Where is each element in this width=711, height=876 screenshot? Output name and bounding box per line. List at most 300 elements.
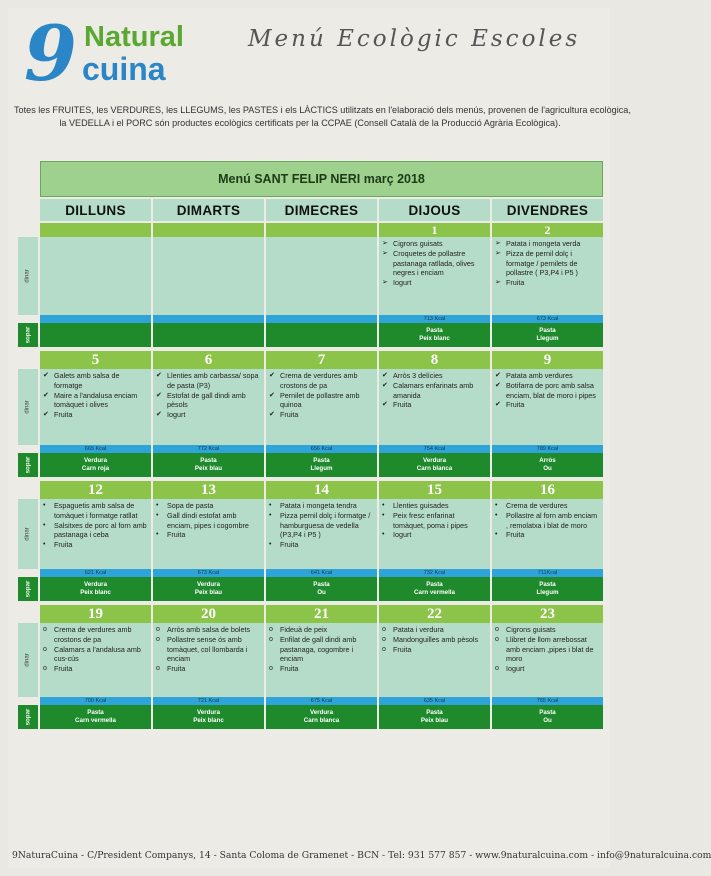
day-number: 5 [40,351,151,369]
dish-item [43,391,148,411]
svg-text:cuina: cuina [82,51,166,87]
day-header-dimecres: DIMECRES [266,199,377,221]
dish-item [495,664,600,674]
bullet-icon: o [269,626,273,633]
dish-item [382,400,487,410]
sopar-line: Peix blanc [419,335,450,342]
kcal-value: 621 Kcal [40,569,151,577]
dish-item [43,664,148,674]
dinar-cell [379,499,490,569]
bullet-icon: • [382,511,385,519]
dish-text: Patata i mongeta verda [506,239,581,248]
sopar-line: Ou [543,465,552,472]
day-number: 7 [266,351,377,369]
sopar-line: Peix blau [194,589,223,596]
bullet-icon: o [156,665,160,673]
bullet-icon: • [156,502,159,509]
sopar-line: Pasta [87,709,104,716]
day-number: 14 [266,481,377,499]
bullet-icon: o [495,665,499,673]
sopar-label-text: sopar [23,456,31,474]
bullet-icon: ✔ [269,372,275,379]
dish-text: Pollastre sense ós amb tomàquet, col llombarda i enciam [167,634,248,664]
kcal-value [40,315,151,323]
dinar-cell [40,369,151,445]
day-header-divendres: DIVENDRES [492,199,603,221]
bullet-icon: o [43,645,47,653]
dish-item [43,410,148,420]
dinar-label-text: dinar [25,400,31,414]
week-spacer [18,481,38,499]
sopar-line: Peix blanc [80,589,111,596]
kcal-value: 711Kcal [492,569,603,577]
bullet-icon: ✔ [382,381,388,389]
dinar-cell [492,623,603,697]
bullet-icon: ✔ [495,372,501,379]
day-number: 20 [153,605,264,623]
dish-text: Fruita [167,664,186,674]
bullet-icon: • [269,541,272,549]
bullet-icon: • [43,541,46,549]
dish-item [269,511,374,540]
dish-text: Salsitxes de porc al forn amb pastanaga i ceba [54,520,147,540]
bullet-icon: • [156,511,159,519]
dinar-label-text: dinar [25,653,31,667]
sopar-cell [266,323,377,347]
dish-item [382,530,487,540]
dish-text: Fruita [393,644,412,654]
bullet-icon: ✔ [382,372,388,379]
dish-text: Patata amb verdures [506,371,573,380]
sopar-cell [40,323,151,347]
sopar-line: Peix blau [194,465,223,472]
dish-item [156,410,261,420]
dish-item [43,625,148,645]
footer-contact: 9NaturaCuina - C/President Companys, 14 - Santa Coloma de Gramenet - BCN - Tel: 931 577 857 - www.9naturalcuina.com - info@9naturalcuina.com [12,850,711,861]
day-number [40,223,151,237]
dinar-label [18,369,38,445]
dish-item [495,249,600,278]
dish-item [156,501,261,511]
bullet-icon: ✔ [269,391,275,399]
dinar-cell [40,237,151,315]
day-number: 22 [379,605,490,623]
bullet-icon: o [495,626,499,633]
dish-text: Maire a l'andalusa enciam tomàquet i olives [54,390,138,410]
dish-text: Pernilet de pollastre amb quinoa [280,390,360,410]
dish-item [43,371,148,391]
bullet-icon: o [156,626,160,633]
dish-text: Fruita [54,540,73,550]
dinar-cell [153,623,264,697]
9naturalcuina-logo [22,9,232,98]
dinar-label [18,237,38,315]
sopar-cell [153,453,264,477]
dish-text: Arròs 3 delícies [393,371,443,380]
dinar-label [18,623,38,697]
dinar-cell [379,369,490,445]
sopar-cell [153,577,264,601]
dish-item [269,540,374,550]
dish-text: Calamars a l'andalusa amb cus-cús [54,644,141,664]
svg-text:Natural: Natural [84,21,184,53]
dish-text: Arròs amb salsa de bolets [167,625,251,634]
bullet-icon: ✔ [269,411,275,419]
dish-item [269,410,374,420]
sopar-label-text: sopar [23,708,31,726]
bullet-icon: • [43,521,46,529]
dinar-label [18,499,38,569]
dish-item [269,391,374,411]
sopar-line: Llegum [536,589,559,596]
kcal-value [153,315,264,323]
sopar-cell [379,323,490,347]
bullet-icon: o [382,645,386,653]
week-spacer [18,223,38,237]
dish-item [382,635,487,645]
week-spacer [18,351,38,369]
dish-text: Pizza de pernil dolç i formatge / pernilets de pollastre ( P3,P4 i P5 ) [506,248,578,278]
sopar-cell [379,705,490,729]
sopar-line: Verdura [196,709,221,716]
sopar-line: Ou [543,717,552,724]
week-spacer [18,605,38,623]
day-number: 6 [153,351,264,369]
dish-text: Calamars enfarinats amb amanida [393,380,474,400]
sopar-cell [492,323,603,347]
dish-item [156,625,261,635]
sopar-cell [40,705,151,729]
sopar-line: Verdura [196,581,221,588]
bullet-icon: ➢ [382,249,388,257]
bullet-icon: o [382,626,386,633]
bullet-icon: • [43,502,46,509]
bullet-icon: ✔ [43,411,49,419]
dish-item [269,501,374,511]
bullet-icon: ➢ [495,249,501,257]
dish-text: Enfilat de gall dindi amb pastanaga, cogombre i enciam [280,634,357,664]
bullet-icon: • [495,531,498,539]
bullet-icon: ✔ [43,372,49,379]
kcal-value: 713 Kcal [379,315,490,323]
sopar-cell [379,577,490,601]
dish-item [382,371,487,381]
dish-text: Crema de verdures [506,501,568,510]
bullet-icon: • [382,531,385,539]
dinar-cell [266,237,377,315]
bullet-icon: ✔ [495,401,501,409]
dinar-cell [40,623,151,697]
dish-text: Fruita [167,530,186,540]
bullet-icon: o [382,635,386,643]
bullet-icon: o [156,635,160,643]
sopar-label [18,453,38,477]
kcal-value: 635 Kcal [379,697,490,705]
dish-text: Fruita [280,410,299,420]
dish-item [495,635,600,664]
dish-item [43,645,148,665]
day-number: 16 [492,481,603,499]
sopar-line: Pasta [426,327,443,334]
kcal-value: 673 Kcal [153,569,264,577]
day-number: 21 [266,605,377,623]
dish-item [382,239,487,249]
sopar-line: Pasta [539,327,556,334]
sopar-line: Verdura [83,457,108,464]
sopar-cell [266,453,377,477]
dish-text: Cigrons guisats [506,625,556,634]
dinar-cell [153,237,264,315]
dish-item [156,664,261,674]
day-number: 9 [492,351,603,369]
dish-text: Iogurt [393,278,412,288]
dish-item [495,501,600,511]
bullet-icon: o [43,626,47,633]
sopar-line: Carn blanca [416,465,453,472]
sopar-cell [153,323,264,347]
kcal-value [266,315,377,323]
dish-item [156,635,261,664]
sopar-cell [153,705,264,729]
dish-text: Fruita [54,664,73,674]
bullet-icon: ✔ [156,391,162,399]
dish-item [495,625,600,635]
menu-grid [18,199,603,729]
dinar-cell [492,369,603,445]
dish-item [156,530,261,540]
dish-text: Pizza pernil dolç i formatge / hamburguesa de vedella (P3,P4 i P5 ) [280,510,371,540]
dish-item [269,635,374,664]
dish-text: Crema de verdures amb crostons de pa [280,371,358,390]
kcal-spacer [18,569,38,577]
sopar-line: Carn vermella [75,717,116,724]
bullet-icon: o [495,635,499,643]
bullet-icon: ➢ [382,240,388,247]
sopar-cell [266,577,377,601]
dish-item [382,501,487,511]
bullet-icon: ➢ [495,279,501,287]
sopar-line: Verdura [422,457,447,464]
sopar-label [18,577,38,601]
intro-line-2: la VEDELLA i el PORC són productes ecològics certificats per la CCPAE (Consell Català de la Producció Agrària Ecològica). [59,118,561,128]
day-number [153,223,264,237]
dish-item [495,530,600,540]
dish-item [382,381,487,401]
kcal-value: 675 Kcal [266,697,377,705]
sopar-label-text: sopar [23,326,31,344]
dish-text: Iogurt [167,410,186,420]
sopar-cell [40,577,151,601]
sopar-line: Pasta [426,709,443,716]
dish-item [382,278,487,288]
sopar-cell [492,453,603,477]
kcal-spacer [18,697,38,705]
intro-line-1: Totes les FRUITES, les VERDURES, les LLEGUMS, les PASTES i els LÀCTICS utilitzats en l'elaboració dels menús, provenen de l'agricultura ecològica, [14,105,631,115]
dish-item [495,278,600,288]
dish-text: Llenties guisades [393,501,449,510]
sopar-line: Pasta [539,709,556,716]
sopar-line: Arròs [539,457,556,464]
day-number: 2 [492,223,603,237]
sopar-line: Llegum [310,465,333,472]
day-number: 1 [379,223,490,237]
intro-text [14,104,631,130]
dinar-cell [153,369,264,445]
bullet-icon: ✔ [43,391,49,399]
dish-item [382,645,487,655]
menu-title: Menú SANT FELIP NERI març 2018 [40,161,603,197]
sopar-line: Pasta [313,581,330,588]
sopar-line: Pasta [539,581,556,588]
kcal-spacer [18,315,38,323]
bullet-icon: • [382,502,385,509]
dish-text: Peix fresc enfarinat tomàquet, poma i pipes [393,510,468,530]
dish-text: Patata i verdura [393,625,444,634]
sopar-line: Carn roja [81,465,110,472]
page-title: Menú Ecològic Escoles [248,26,581,52]
kcal-value: 673 Kcal [492,315,603,323]
sopar-cell [379,453,490,477]
dish-item [495,371,600,381]
dish-text: Fruita [54,410,73,420]
bullet-icon: ➢ [382,279,388,287]
sopar-line: Carn vermella [414,589,455,596]
dish-item [382,511,487,531]
dish-item [382,249,487,278]
day-number: 15 [379,481,490,499]
dish-text: Iogurt [506,664,525,674]
day-number: 13 [153,481,264,499]
dinar-cell [492,237,603,315]
sopar-label [18,323,38,347]
day-number: 23 [492,605,603,623]
dish-text: Sopa de pasta [167,501,214,510]
dinar-cell [379,623,490,697]
dish-text: Mandonguilles amb pèsols [393,634,479,644]
bullet-icon: • [269,511,272,519]
dish-text: Fideuà de peix [280,625,328,634]
dinar-label-text: dinar [25,269,31,283]
kcal-value: 754 Kcal [379,445,490,453]
sopar-cell [40,453,151,477]
sopar-line: Verdura [83,581,108,588]
sopar-cell [492,577,603,601]
sopar-line: Pasta [313,457,330,464]
dinar-cell [492,499,603,569]
dish-text: Llibret de llom arrebossat amb enciam ,pipes i blat de moro [506,634,594,664]
sopar-line: Carn blanca [303,717,340,724]
dish-item [495,511,600,531]
day-number [266,223,377,237]
corner-cell [18,199,38,223]
dish-item [495,239,600,249]
dish-text: Pollastre al forn amb enciam , remolatxa i blat de moro [506,510,598,530]
kcal-value: 665 Kcal [40,445,151,453]
kcal-spacer [18,445,38,453]
day-number: 8 [379,351,490,369]
kcal-value: 765 Kcal [492,697,603,705]
dinar-cell [266,623,377,697]
kcal-value: 700 Kcal [40,697,151,705]
dish-text: Gall dindi estofat amb enciam, pipes i cogombre [167,510,249,530]
dish-item [156,371,261,391]
menu-table [18,161,603,729]
day-number: 19 [40,605,151,623]
sopar-label-text: sopar [23,580,31,598]
bullet-icon: • [156,531,159,539]
dish-item [156,391,261,411]
sopar-line: Peix blanc [193,717,224,724]
bullet-icon: ✔ [156,411,162,419]
sopar-line: Verdura [309,709,334,716]
dish-text: Espaguetis amb salsa de tomàquet i formatge ratllat [54,501,138,520]
sopar-line: Ou [317,589,326,596]
bullet-icon: • [495,511,498,519]
dish-item [382,625,487,635]
dinar-cell [379,237,490,315]
bullet-icon: ✔ [156,372,162,379]
day-header-dilluns: DILLUNS [40,199,151,221]
dish-text: Fruita [506,400,525,410]
dish-item [269,371,374,391]
dish-text: Fruita [280,540,299,550]
dish-text: Estofat de gall dindi amb pèsols [167,390,246,410]
sopar-cell [492,705,603,729]
dish-text: Fruita [506,278,525,288]
dish-text: Fruita [506,530,525,540]
dish-item [43,521,148,541]
kcal-value: 641 Kcal [266,569,377,577]
sopar-line: Pasta [426,581,443,588]
bullet-icon: • [495,502,498,509]
dish-item [495,400,600,410]
bullet-icon: ➢ [495,240,501,247]
dish-item [269,625,374,635]
sopar-cell [266,705,377,729]
svg-text:9: 9 [24,9,77,98]
bullet-icon: o [269,635,273,643]
dinar-cell [266,369,377,445]
dish-text: Crema de verdures amb crostons de pa [54,625,132,644]
bullet-icon: o [269,665,273,673]
day-header-dimarts: DIMARTS [153,199,264,221]
sopar-line: Peix blau [420,717,449,724]
dish-text: Fruita [280,664,299,674]
dish-text: Croquetes de pollastre pastanaga ratllada, olives negres i enciam [393,248,475,278]
dish-text: Botifarra de porc amb salsa enciam, blat de moro i pipes [506,380,596,400]
kcal-value: 732 Kcal [379,569,490,577]
sopar-line: Pasta [200,457,217,464]
kcal-value: 721 Kcal [153,697,264,705]
kcal-value: 772 Kcal [153,445,264,453]
dish-text: Patata i mongeta tendra [280,501,357,510]
bullet-icon: ✔ [382,401,388,409]
day-header-dijous: DIJOUS [379,199,490,221]
bullet-icon: • [269,502,272,509]
dish-item [43,501,148,521]
dish-text: Fruita [393,400,412,410]
dish-item [495,381,600,401]
sopar-label [18,705,38,729]
bullet-icon: ✔ [495,381,501,389]
dinar-cell [40,499,151,569]
dish-item [269,664,374,674]
dish-text: Iogurt [393,530,412,540]
day-number: 12 [40,481,151,499]
kcal-value: 789 Kcal [492,445,603,453]
bullet-icon: o [43,665,47,673]
dinar-cell [266,499,377,569]
